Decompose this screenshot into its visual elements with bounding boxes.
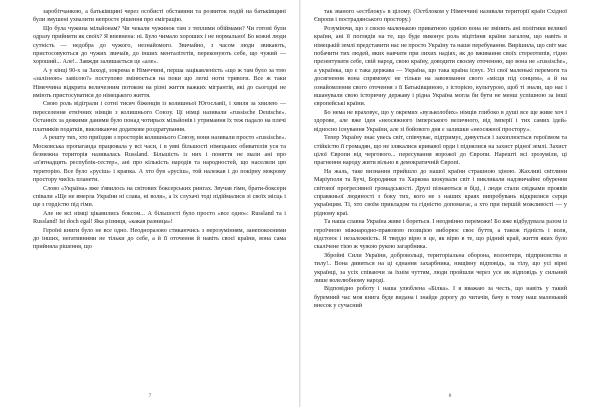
left-page-text (33, 8, 286, 252)
paragraph: А решту тих, хто приїздив з просторів колишнього Союзу, вони називали просто «russische». Московська пропаганда працювала у всі часи, і в уяві більшості німецьких обивателів уся та безмежна територія називалась Russland. Більшість із них і поняття не мали ані про «п'ятнадцять республік-сестер», ані про кількість народів та народностей, що населяли цю територію. Все було «русіш» і крапка. А хто був «русіш», той належав і до покірну мокрому простору чиєїсь планети. (33, 135, 286, 184)
paragraph: Бо нема не враховує, що у окремих «вузьколобих» німців глибоко в душі все ще живе хоч і здорове, але вже ідея «неосяжного імперського величного, від імперії і тих самих ідей» відносно існування України, але зі бойового дня є залишки «неосяжної простору». (314, 109, 567, 133)
right-page-text (314, 8, 567, 311)
paragraph: Тепер Україну знає увесь світ, співчуває, підтримує, дивується і захоплюється героїзмом та стійкістю її громадян, що не злякалися кривавої орди і піднялися на захист рідної землі. Захист цілої Європи від чергового... пересування ворожої до Європи. Нарешті всі зрозуміли, ці прагнення народу жити вільно в демократичній Європі. (314, 135, 567, 167)
paragraph: Слово «Україна» вже з'явилось на світових боксерських рингах. Звучав гімн, брати-боксери співали «Ще не вмерла України ні слава, ні воля», а їх слухачі тоді підіймалися зі своїх місць і ще з гордістю під гімн. (33, 185, 286, 209)
paragraph: А у кінці 90-х за Заході, зокрема в Німеччині, перша зацікавленість «що ж там було за тою «залізною» завісою?» поступово змінюється на поки що легкі ноти тривоги. Все ж таки Німеччина відкрита величезним потоком на різні життя важких мігрантів, які до сьогодні не вміють пристосуватися до німецького життя. (33, 67, 286, 100)
page-number: 8 (448, 393, 452, 399)
paragraph: Свою роль відіграли і сотні тисяч біженців із колишньої Югославії, і хвиля за хвилею — переселення етнічних німців з колишнього Союзу. Ці німці називали «russische Deutsche». Останніх за деякими даними було понад чотирьох мільйонів і утримання їх теж падало на плечі платників податків, викликаючи додаткове роздратування. (33, 101, 286, 133)
paragraph: заробітчанкою, а батьківщині через особисті обставини та розвиток подій на батьківщині були змушені ухвалити непросте рішення про еміграцію. (33, 9, 286, 24)
right-page (300, 0, 600, 407)
paragraph: Розуміючи, що з своєю маленькою приватною однією вона не змінить ані політики великої країни, ані її поглядів на те, що буде виконує роль віцітіння країни загалом, що навіть в німецькій землі представити нас не просто Україну та наше перебування. Вирішила, що світ має побачити тих людей, яких навчати при лихих надіях, як до вживання своїх стереотипів, гідно презентувати себе, свій народ, свою країну, доводити своєму оточенню, що вона не «russische», а українка, що є така держава — Україна, що така країна існує. Усі свої маленькі перемоги та досягнення вона спрямовує не тільки на завоювання свого «місця під сонцем», а й на ознайомлення свого оточення з її Батьківщиною, з історією, культурою, щоб ті знали, що нас і вшанували свою історичну державу і рідна Україна могла би бути не менш успішною за інші європейські країни. (314, 25, 568, 108)
paragraph: так званого «естблоку» в цілому. (Остблоком у Німеччині називали території країн Східної Європи і пострадянського простору.) (314, 9, 567, 24)
paragraph: Відповідно роботу і наша улюблена «Білка». І я вважаю за честь, що навіть у такий буремний час моя книга буде видана і знайде дорогу до читачів, бачу в тому наш маленький внесок у сучасний (314, 286, 567, 310)
paragraph: Та наша славна Україна живе і бореться. І неодмінно переможе! Бо вже відбудувала разом із героїчною міжнародно-правовою позицією виборює своє буття, а також гідність і воля, відстоює і незалежність. Я твердо вірю в це, як вірю в те, що рідний край, життя яких було скалічене тією ж чужою рукою загарбника. (314, 219, 567, 251)
paragraph: Героїні книги було не все одно. Неодноразово стикаючись з нерозумінням, занепокоєними до інших, негативними не тільки до себе, а й її оточення й навіть своєї країни, вона сама прийняла рішення, що (33, 227, 286, 251)
paragraph: На жаль, таке визнання прийшло до нашої країни страшною ціною. Жахливі світлини Маріуполя та Бучі, Бородянки та Харкова шокували світ і викликали надзвичайне обурення світової прогресивної громадськості. Друзі пізнаються в біді, і люди стали свідками проявів справжньої людяності з боку тих, кого не з наших краях випробувань відкрилися серця українцям. Ті, хто своїм прикладом та гідністю допомагає, а хто при першій можливості — у рідному краї. (314, 168, 567, 217)
paragraph: Що була чужина мільйонам? Чи чекали чужинок там з теплими обіймами? Чи готові були одразу прийняти як своїх? Я впевнена: ні. Було чимало хороших і не нормально! Бо кожні люди сутність — недобра до чужого, незнайомого. Звичайно, з часом люди звикають, пристосовуються до чужих звичаїв, до інших менталітетів, переконують себе, що чужий — хороший... Але!.. Завжди залишається це «але». (33, 25, 286, 66)
page-number: 7 (148, 393, 152, 399)
paragraph: Але не всі німці цікавились боксом... А більшості було просто «все одно»: Russland та і Russland! Ist doch egal! Яка різниця, «какая разница»! (33, 210, 286, 226)
paragraph: Збройні Сили України, добровольці, територіальна оборона, волонтери, підприємства в тилу!.. Вона дивиться на ці єднання захарбника, нищівну відповідь, за тілу, що усі вірні українці, за усіх співаючи за їхнім чуттям, люди пройшли через усе як відповідь у сильний лише волелюбному народі. (314, 252, 567, 284)
